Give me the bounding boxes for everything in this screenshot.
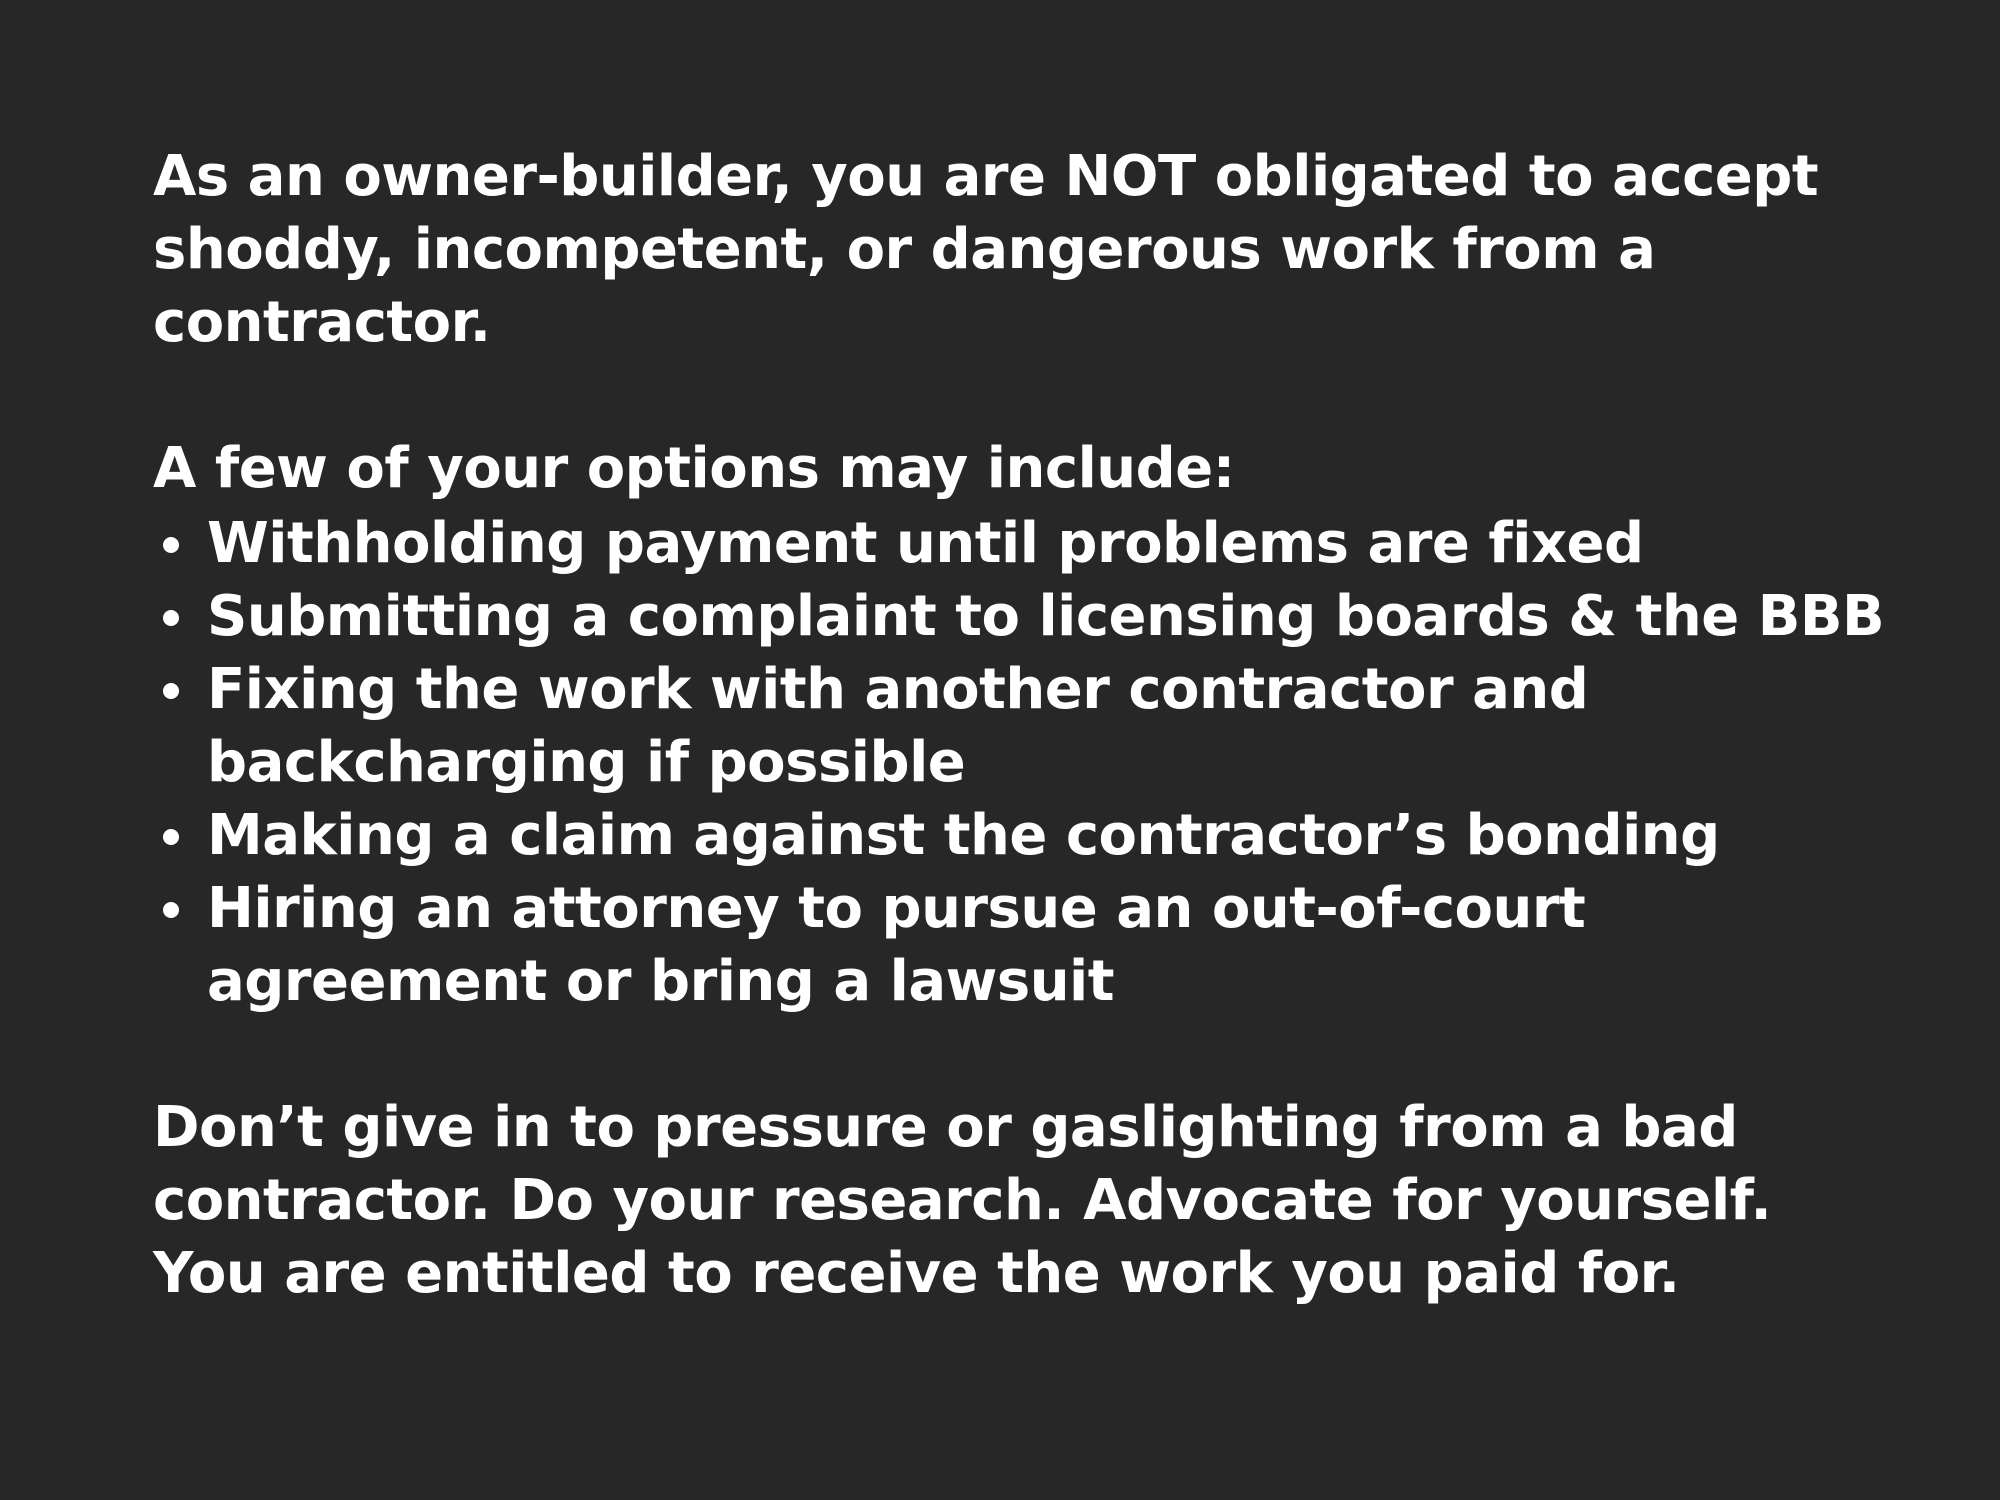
list-item [153,653,1933,799]
list-item-text: Fixing the work with another contractor and [207,657,1589,722]
paragraph-spacer [153,1018,1933,1091]
list-item [153,799,1933,872]
closing-paragraph [153,1091,1933,1310]
bullet-icon [163,683,179,699]
closing-line: You are entitled to receive the work you paid for. [153,1241,1680,1306]
list-item-text: Submitting a complaint to licensing boards & the BBB [207,584,1885,649]
list-item [153,507,1933,580]
list-item-text: backcharging if possible [207,730,966,795]
list-item-text: Making a claim against the contractor’s bonding [207,803,1720,868]
list-item [153,872,1933,1018]
list-item-text: Withholding payment until problems are fixed [207,511,1644,576]
list-item-text: agreement or bring a lawsuit [207,949,1115,1014]
document-body [153,140,1933,1310]
list-item [153,580,1933,653]
intro-line: contractor. [153,290,491,355]
bullet-icon [163,610,179,626]
options-heading: A few of your options may include: [153,436,1235,501]
intro-paragraph [153,140,1933,359]
intro-line: shoddy, incompetent, or dangerous work from a [153,217,1656,282]
bullet-icon [163,537,179,553]
options-list [153,507,1933,1018]
closing-line: contractor. Do your research. Advocate for yourself. [153,1168,1772,1233]
bullet-icon [163,902,179,918]
paragraph-spacer [153,359,1933,432]
list-item-text: Hiring an attorney to pursue an out-of-court [207,876,1586,941]
closing-line: Don’t give in to pressure or gaslighting from a bad [153,1095,1738,1160]
bullet-icon [163,829,179,845]
intro-line: As an owner-builder, you are NOT obligated to accept [153,144,1819,209]
